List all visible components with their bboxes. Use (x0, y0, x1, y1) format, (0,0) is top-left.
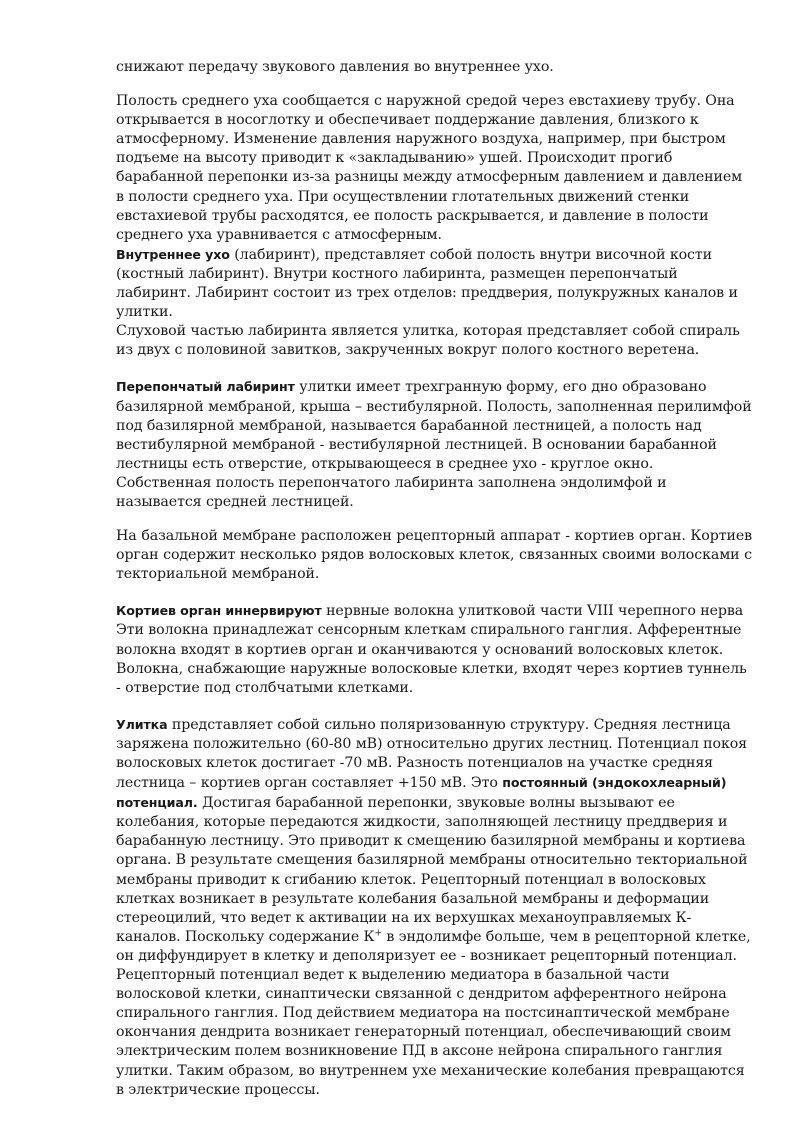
corti-innervation-text: нервные волокна улитковой части VIII черепного нерва Эти волокна принадлежат сенсорным клеткам спирального ганглия. Афферентные волокна входят в кортиев орган и оканчиваются у оснований волосковых клеток. Волокна, снабжающие наружные волосковые клетки, входят через кортиев туннель - отверстие под столбчатыми клетками. (116, 603, 747, 696)
potassium-superscript: + (374, 928, 382, 939)
cochlea-text-c: в эндолимфе больше, чем в рецепторной клетке, он диффундирует в клетку и деполяризует ее - возникает рецепторный потенциал. Рецепторный потенциал ведет к выделению медиатора в базальной части волосковой клетки, синаптически связанной с дендритом афферентного нейрона спирального ганглия. Под действием медиатора на постсинаптической мембране окончания дендрита возникает генераторный потенциал, обеспечивающий своим электрическим полем возникновение ПД в аксоне нейрона спирального ганглия улитки. Таким образом, во внутреннем ухе механические колебания превращаются в электрические процессы. (116, 928, 751, 1098)
term-corti-innervation: Кортиев орган иннервируют (116, 603, 322, 619)
term-endocochlear-potential: постоянный (эндокохлеарный) потенциал. (116, 775, 727, 811)
paragraph-cochlea-spiral: Слуховой частью лабиринта является улитка, которая представляет собой спираль из двух с половиной завитков, закрученных вокруг полого костного веретена. (116, 323, 740, 359)
term-inner-ear: Внутреннее ухо (116, 246, 230, 262)
document-body (116, 58, 752, 1100)
paragraph-intro-end: снижают передачу звукового давления во внутреннее ухо. (116, 59, 554, 75)
cochlea-text-b: Достигая барабанной перепонки, звуковые волны вызывают ее колебания, которые передаются жидкости, заполняющей лестницу преддверия и барабанную лестницу. Это приводит к смещению базилярной мембраны и кортиева органа. В результате смещения базилярной мембраны относительно текториальной мембраны приводит к сгибанию клеток. Рецепторный потенциал в волосковых клетках возникает в результате колебания базальной мембраны и деформации стереоцилий, что ведет к активации на их верхушках механоуправляемых К-каналов. Поскольку содержание К (116, 795, 748, 945)
membranous-labyrinth-text: улитки имеет трехгранную форму, его дно образовано базилярной мембраной, крыша – вестибулярной. Полость, заполненная перилимфой под базилярной мембраной, называется барабанной лестницей, а полость над вестибулярной мембраной - вестибулярной лестницей. В основании барабанной лестницы есть отверстие, открывающееся в среднее ухо - круглое окно. Собственная полость перепончатого лабиринта заполнена эндолимфой и называется средней лестницей. (116, 379, 752, 510)
paragraph-corti-innervation (116, 601, 752, 697)
paragraph-membranous-labyrinth (116, 377, 752, 512)
paragraph-corti-organ: На базальной мембране расположен рецепторный аппарат - кортиев орган. Кортиев орган содержит несколько рядов волосковых клеток, связанных своими волосками с текториальной мембраной. (116, 528, 752, 583)
inner-ear-text: (лабиринт), представляет собой полость внутри височной кости (костный лабиринт). Внутри костного лабиринта, размещен перепончатый лабиринт. Лабиринт состоит из трех отделов: преддверия, полукружных каналов и улитки. (116, 246, 738, 321)
term-membranous-labyrinth: Перепончатый лабиринт (116, 379, 295, 395)
paragraph-inner-ear (116, 245, 752, 322)
term-cochlea: Улитка (116, 716, 168, 732)
paragraph-middle-ear: Полость среднего уха сообщается с наружной средой через евстахиеву трубу. Она открывается в носоглотку и обеспечивает поддержание давления, близкого к атмосферному. Изменение давления наружного воздуха, например, при быстром подъеме на высоту приводит к «закладыванию» ушей. Происходит прогиб барабанной перепонки из-за разницы между атмосферным давлением и давлением в полости среднего уха. При осуществлении глотательных движений стенки евстахиевой трубы расходятся, ее полость раскрывается, и давление в полости среднего уха уравнивается с атмосферным. (116, 93, 743, 243)
paragraph-cochlea-potential (116, 715, 752, 1100)
cochlea-text-a: представляет собой сильно поляризованную структуру. Средняя лестница заряжена положительно (60-80 мВ) относительно других лестниц. Потенциал покоя волосковых клеток достигает -70 мВ. Разность потенциалов на участке средняя лестница – кортиев орган составляет +150 мВ. Это (116, 716, 748, 792)
